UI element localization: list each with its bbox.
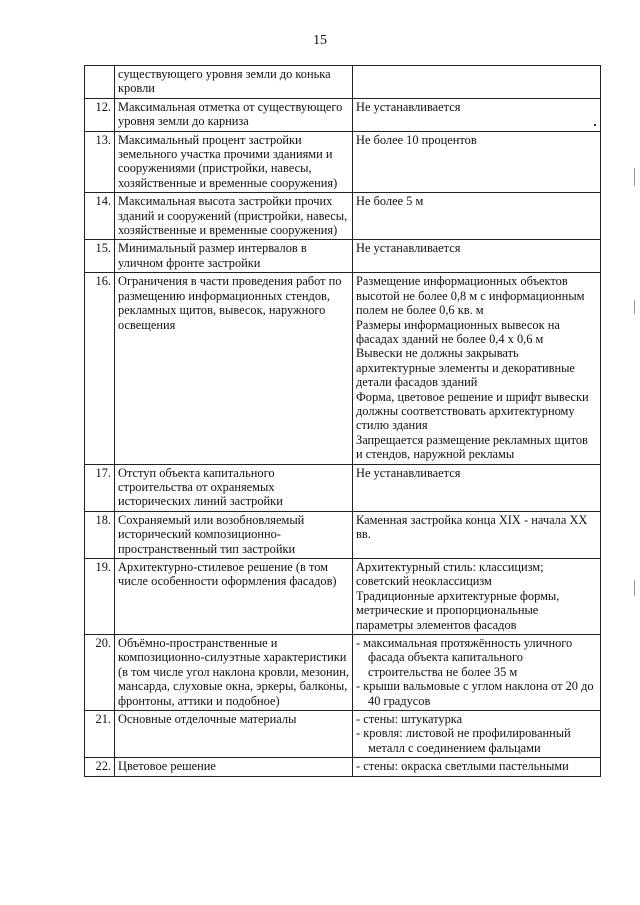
value-line: Традиционные архитектурные формы, метрические и пропорциональные параметры элементов фасадов — [356, 588, 560, 632]
parameter-cell: Отступ объекта капитального строительства от охраняемых исторических линий застройки — [115, 464, 353, 511]
table-row — [85, 711, 601, 758]
value-line: - крыши вальмовые с углом наклона от 20 до 40 градусов — [356, 679, 594, 708]
table-row — [85, 66, 601, 99]
value-cell — [353, 635, 601, 711]
parameter-cell: Архитектурно-стилевое решение (в том числе особенности оформления фасадов) — [115, 559, 353, 635]
value-line: - максимальная протяжённость уличного фасада объекта капитального строительства не более 35 м — [356, 636, 573, 679]
table-row — [85, 559, 601, 635]
value-cell — [353, 273, 601, 464]
parameter-cell: Цветовое решение — [115, 758, 353, 776]
row-number: 13. — [85, 131, 115, 193]
scan-mark — [634, 300, 635, 314]
table-row — [85, 758, 601, 776]
row-number: 22. — [85, 758, 115, 776]
row-number: 17. — [85, 464, 115, 511]
row-number: 16. — [85, 273, 115, 464]
value-cell — [353, 66, 601, 99]
value-cell — [353, 464, 601, 511]
value-line: - стены: окраска светлыми пастельными — [356, 759, 569, 774]
scan-mark — [634, 168, 635, 186]
value-line: Не устанавливается — [356, 465, 461, 480]
value-line: Размещение информационных объектов высотой не более 0,8 м с информационным полем не более 0,6 кв. м — [356, 274, 585, 318]
row-number: 21. — [85, 711, 115, 758]
value-cell — [353, 711, 601, 758]
parameter-cell: Сохраняемый или возобновляемый исторический композиционно-пространственный тип застройки — [115, 511, 353, 558]
table-row — [85, 131, 601, 193]
value-cell — [353, 511, 601, 558]
page-number: 15 — [313, 33, 327, 48]
row-number — [85, 66, 115, 99]
value-line: Размеры информационных вывесок на фасадах зданий не более 0,4 х 0,6 м — [356, 317, 560, 346]
table-row — [85, 193, 601, 240]
value-line: Не устанавливается — [356, 241, 461, 256]
parameter-cell: Основные отделочные материалы — [115, 711, 353, 758]
row-number: 14. — [85, 193, 115, 240]
row-number: 20. — [85, 635, 115, 711]
row-number: 18. — [85, 511, 115, 558]
value-line: Форма, цветовое решение и шрифт вывески должны соответствовать архитектурному стилю здания — [356, 389, 589, 433]
value-line: Не устанавливается — [356, 99, 461, 114]
table-row — [85, 635, 601, 711]
table-row — [85, 98, 601, 131]
value-line: - кровля: листовой не профилированный металл с соединением фальцами — [356, 726, 571, 755]
parameter-cell: Максимальный процент застройки земельного участка прочими зданиями и сооружениями (пристройки, навесы, хозяйственные и временные сооружения) — [115, 131, 353, 193]
value-line: Вывески не должны закрывать архитектурные элементы и декоративные детали фасадов зданий — [356, 346, 575, 390]
parameter-cell: Максимальная отметка от существующего уровня земли до карниза — [115, 98, 353, 131]
value-cell — [353, 131, 601, 193]
value-cell — [353, 758, 601, 776]
value-cell — [353, 193, 601, 240]
scan-dot — [594, 124, 596, 126]
parameter-cell: Максимальная высота застройки прочих зданий и сооружений (пристройки, навесы, хозяйственные и временные сооружения) — [115, 193, 353, 240]
table-row — [85, 240, 601, 273]
regulations-table-body — [85, 66, 601, 777]
table-row — [85, 511, 601, 558]
regulations-table — [84, 65, 601, 777]
scan-mark — [634, 580, 635, 596]
row-number: 19. — [85, 559, 115, 635]
value-line: - стены: штукатурка — [356, 712, 463, 727]
parameter-cell: Объёмно-пространственные и композиционно-силуэтные характеристики (в том числе угол наклона кровли, мезонин, мансарда, слуховые окна, эркеры, балконы, фронтоны, аттики и подобное) — [115, 635, 353, 711]
value-line: Архитектурный стиль: классицизм; советский неоклассицизм — [356, 560, 544, 589]
row-number: 15. — [85, 240, 115, 273]
parameter-cell: Минимальный размер интервалов в уличном фронте застройки — [115, 240, 353, 273]
table-row — [85, 464, 601, 511]
parameter-cell: Ограничения в части проведения работ по размещению информационных стендов, рекламных щитов, вывесок, наружного освещения — [115, 273, 353, 464]
value-cell — [353, 559, 601, 635]
value-line: Каменная застройка конца XIX - начала XX вв. — [356, 512, 588, 542]
table-row — [85, 273, 601, 464]
value-line: Не более 5 м — [356, 194, 424, 209]
value-line: Запрещается размещение рекламных щитов и стендов, наружной рекламы — [356, 432, 588, 462]
value-cell — [353, 240, 601, 273]
row-number: 12. — [85, 98, 115, 131]
value-cell — [353, 98, 601, 131]
parameter-cell: существующего уровня земли до конька кровли — [115, 66, 353, 99]
value-line: Не более 10 процентов — [356, 132, 477, 147]
